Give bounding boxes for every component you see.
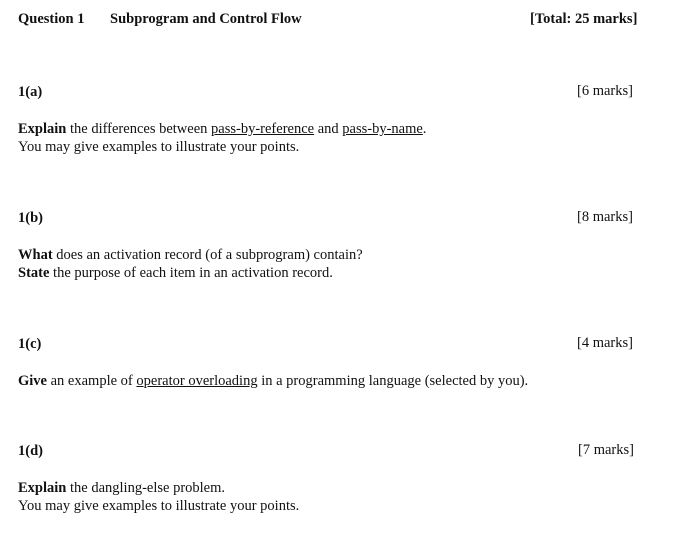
part-1a-text-mid: and — [314, 121, 343, 137]
part-1c-id: 1(c) — [18, 336, 42, 352]
part-1a-line2: You may give examples to illustrate your points. — [18, 139, 300, 155]
part-1a-text-before: the differences between — [66, 121, 212, 137]
question-number: Question 1 — [18, 11, 85, 27]
term-pass-by-reference: pass-by-reference — [211, 121, 315, 137]
part-1b-marks: [8 marks] — [577, 209, 633, 225]
part-1b-verb-state: State — [18, 265, 50, 281]
part-1b-line1 — [18, 246, 363, 264]
part-1c-text-after: in a programming language (selected by you). — [257, 373, 529, 389]
part-1d-marks: [7 marks] — [578, 442, 634, 458]
question-title: Subprogram and Control Flow — [110, 11, 302, 27]
part-1d-line2: You may give examples to illustrate your points. — [18, 498, 300, 514]
part-1a-text-after: . — [422, 121, 427, 137]
term-operator-overloading: operator overloading — [136, 373, 258, 389]
part-1b-line2-text: the purpose of each item in an activation record. — [49, 265, 333, 281]
part-1b-verb-what: What — [18, 247, 53, 263]
part-1a-marks: [6 marks] — [577, 83, 633, 99]
part-1d-line1 — [18, 479, 225, 497]
part-1d-line1-text: the dangling-else problem. — [66, 480, 226, 496]
part-1c-marks: [4 marks] — [577, 335, 633, 351]
part-1a-verb: Explain — [18, 121, 67, 137]
part-1c-text-before: an example of — [47, 373, 137, 389]
part-1c-line1 — [18, 372, 528, 390]
part-1c-verb: Give — [18, 373, 47, 389]
part-1a-id: 1(a) — [18, 84, 43, 100]
term-pass-by-name: pass-by-name — [342, 121, 423, 137]
part-1d-verb: Explain — [18, 480, 67, 496]
part-1b-line1-text: does an activation record (of a subprogram) contain? — [52, 247, 363, 263]
total-marks: [Total: 25 marks] — [530, 11, 638, 27]
part-1a-line1 — [18, 120, 426, 138]
part-1d-id: 1(d) — [18, 443, 43, 459]
part-1b-id: 1(b) — [18, 210, 43, 226]
part-1b-line2 — [18, 264, 333, 282]
